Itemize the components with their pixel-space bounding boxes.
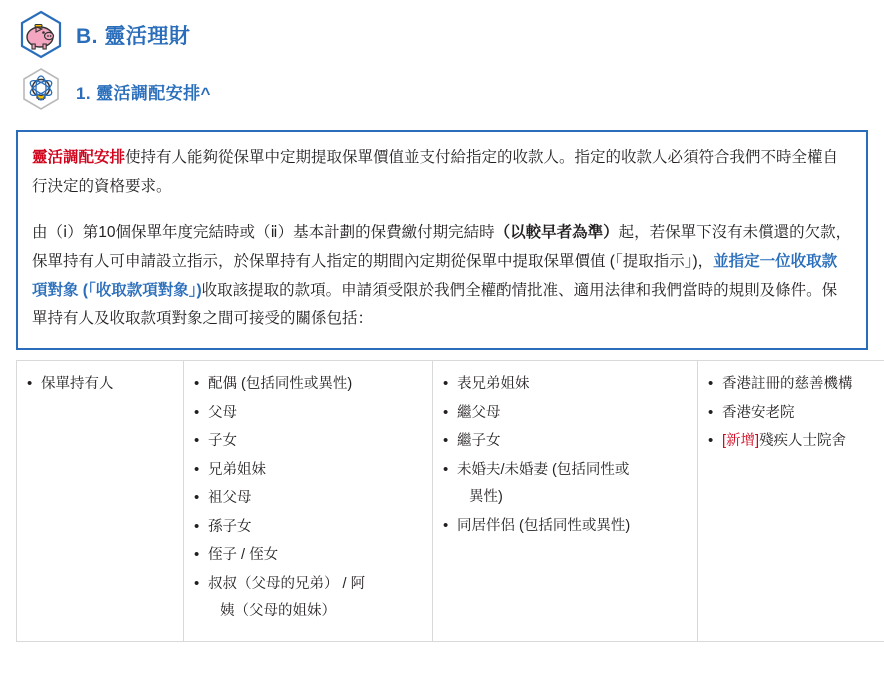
relations-column-4 bbox=[698, 361, 884, 642]
list-item bbox=[706, 371, 884, 399]
list-item-label: 繼父母 bbox=[457, 404, 501, 421]
list-item-label: 兄弟姐妹 bbox=[208, 461, 266, 478]
relations-column-2 bbox=[184, 361, 433, 642]
callout-p2-text-3: 收取該提取的款項。申請須受限於我們全權酌情批准、適用法律和我們當時的規則及條件。保單持有人及收取款項對象之間可接受的關係包括： bbox=[32, 281, 838, 328]
list-item bbox=[192, 571, 424, 626]
list-item-label: 表兄弟姐妹 bbox=[457, 376, 530, 393]
list-item bbox=[441, 428, 689, 456]
list-item-label: 孫子女 bbox=[208, 518, 252, 535]
relations-column-1 bbox=[17, 361, 184, 642]
list-item-label: 未婚夫/未婚妻 (包括同性或 bbox=[457, 461, 630, 478]
callout-p2-bold-1: （以較早者為準） bbox=[494, 224, 619, 242]
callout-p2-text-1: 由（ⅰ）第10個保單年度完結時或（ⅱ）基本計劃的保費繳付期完結時 bbox=[32, 224, 495, 242]
list-item bbox=[441, 400, 689, 428]
list-item-label: 父母 bbox=[208, 404, 237, 421]
callout-p2-text-2: 起，若保單下沒有未償還的欠款，保單持有人可申請設立指示，於保單持有人指定的期間內定期從保單中提取保單價值 (「提取指示」)， bbox=[32, 224, 852, 271]
list-item-label-cont: 姨（父母的姐妹） bbox=[220, 603, 336, 620]
list-item-label: 配偶 (包括同性或異性) bbox=[208, 376, 353, 393]
relations-column-3 bbox=[433, 361, 698, 642]
list-item-label: 祖父母 bbox=[208, 490, 252, 507]
list-item-label: 侄子 / 侄女 bbox=[208, 547, 279, 564]
list-item bbox=[192, 371, 424, 399]
description-callout bbox=[16, 130, 868, 350]
callout-paragraph-1-text: 使持有人能夠從保單中定期提取保單價值並支付給指定的收款人。指定的收款人必須符合我們不時全權自行決定的資格要求。 bbox=[32, 149, 839, 195]
piggy-bank-icon bbox=[16, 10, 66, 60]
list-item bbox=[25, 371, 175, 399]
relations-list-3 bbox=[441, 371, 689, 540]
list-item-label: 繼子女 bbox=[457, 433, 501, 450]
relations-list-4 bbox=[706, 371, 884, 456]
relations-list-2 bbox=[192, 371, 424, 626]
callout-highlight-term: 靈活調配安排 bbox=[32, 149, 126, 166]
list-item bbox=[192, 514, 424, 542]
list-item bbox=[192, 457, 424, 485]
lightbulb-idea-icon bbox=[16, 66, 66, 116]
relations-list-1 bbox=[25, 371, 175, 399]
list-item bbox=[192, 485, 424, 513]
list-item bbox=[192, 428, 424, 456]
list-item-label: 香港安老院 bbox=[722, 404, 795, 421]
callout-p2-bold-2: 並指定一位收取款項對象 (「收取款項對象」) bbox=[32, 253, 838, 299]
list-item-label: 保單持有人 bbox=[41, 376, 114, 393]
list-item bbox=[441, 371, 689, 399]
callout-paragraph-1 bbox=[32, 144, 852, 201]
list-item bbox=[441, 457, 689, 512]
list-item-label-cont: 異性) bbox=[469, 489, 503, 506]
list-item-label: 殘疾人士院舍 bbox=[759, 433, 847, 450]
list-item bbox=[192, 542, 424, 570]
section-heading bbox=[16, 10, 868, 60]
table-row bbox=[17, 361, 884, 642]
list-item bbox=[706, 400, 884, 428]
callout-paragraph-2 bbox=[32, 219, 852, 334]
list-item-label: 香港註冊的慈善機構 bbox=[722, 376, 853, 393]
list-item-label: 叔叔（父母的兄弟） / 阿 bbox=[208, 575, 366, 592]
subsection-heading bbox=[16, 66, 868, 116]
new-tag-badge: [新增] bbox=[722, 433, 760, 450]
list-item-label: 子女 bbox=[208, 433, 237, 450]
list-item-label: 同居伴侶 (包括同性或異性) bbox=[457, 517, 631, 534]
subsection-heading-label: 1. 靈活調配安排^ bbox=[76, 83, 211, 103]
list-item bbox=[192, 400, 424, 428]
section-heading-label: B. 靈活理財 bbox=[76, 25, 191, 48]
list-item bbox=[706, 428, 884, 456]
eligible-relations-table bbox=[16, 360, 884, 642]
list-item bbox=[441, 513, 689, 541]
